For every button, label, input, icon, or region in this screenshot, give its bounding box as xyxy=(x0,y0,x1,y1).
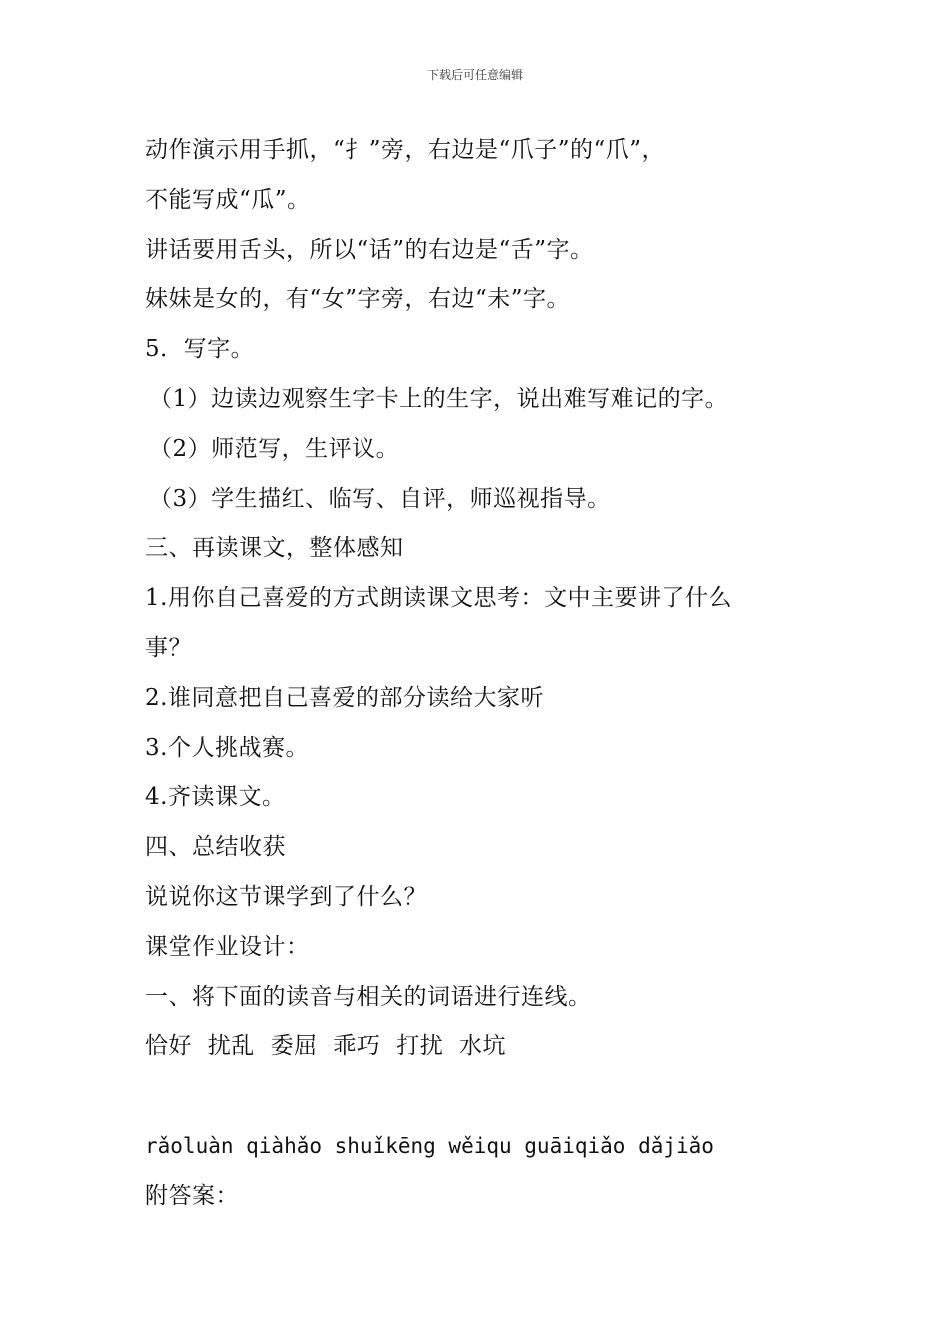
blank-line xyxy=(145,1072,825,1122)
section-heading: 5．写字。 xyxy=(145,336,255,363)
text-line: 动作演示用手抓，“扌”旁，右边是“爪子”的“爪”， xyxy=(145,137,666,163)
text-line: 讲话要用舌头，所以“话”的右边是“舌”字。 xyxy=(145,236,594,263)
list-item: （1）边读边观察生字卡上的生字，说出难写难记的字。 xyxy=(149,385,729,412)
word-list: 恰好 扰乱 委屈 乖巧 打扰 水坑 xyxy=(145,1033,507,1060)
list-item: （3）学生描红、临写、自评，师巡视指导。 xyxy=(149,485,611,512)
section-heading: 三、再读课文，整体感知 xyxy=(145,535,404,562)
exercise-instruction: 一、将下面的读音与相关的词语进行连线。 xyxy=(145,983,592,1010)
pinyin-list: rǎoluàn qiàhǎo shuǐkēng wěiqu guāiqiǎo dǎjiǎo xyxy=(145,1133,714,1158)
answer-heading: 附答案： xyxy=(145,1182,239,1209)
text-line: 2.谁同意把自己喜爱的部分读给大家听 xyxy=(145,684,544,711)
text-line: 不能写成“瓜”。 xyxy=(145,186,311,213)
document-body xyxy=(145,126,825,1222)
page-header: 下载后可任意编辑 xyxy=(426,68,523,82)
section-heading: 四、总结收获 xyxy=(145,834,286,861)
text-line: 4.齐读课文。 xyxy=(145,784,286,811)
text-line: 事？ xyxy=(145,634,192,661)
list-item: （2）师范写，生评议。 xyxy=(149,435,400,462)
text-line: 妹妹是女的，有“女”字旁，右边“未”字。 xyxy=(145,286,571,313)
text-line: 1.用你自己喜爱的方式朗读课文思考：文中主要讲了什么 xyxy=(145,585,732,612)
text-line: 说说你这节课学到了什么？ xyxy=(145,883,427,910)
text-line: 3.个人挑战赛。 xyxy=(145,734,309,761)
section-heading: 课堂作业设计： xyxy=(145,933,310,960)
